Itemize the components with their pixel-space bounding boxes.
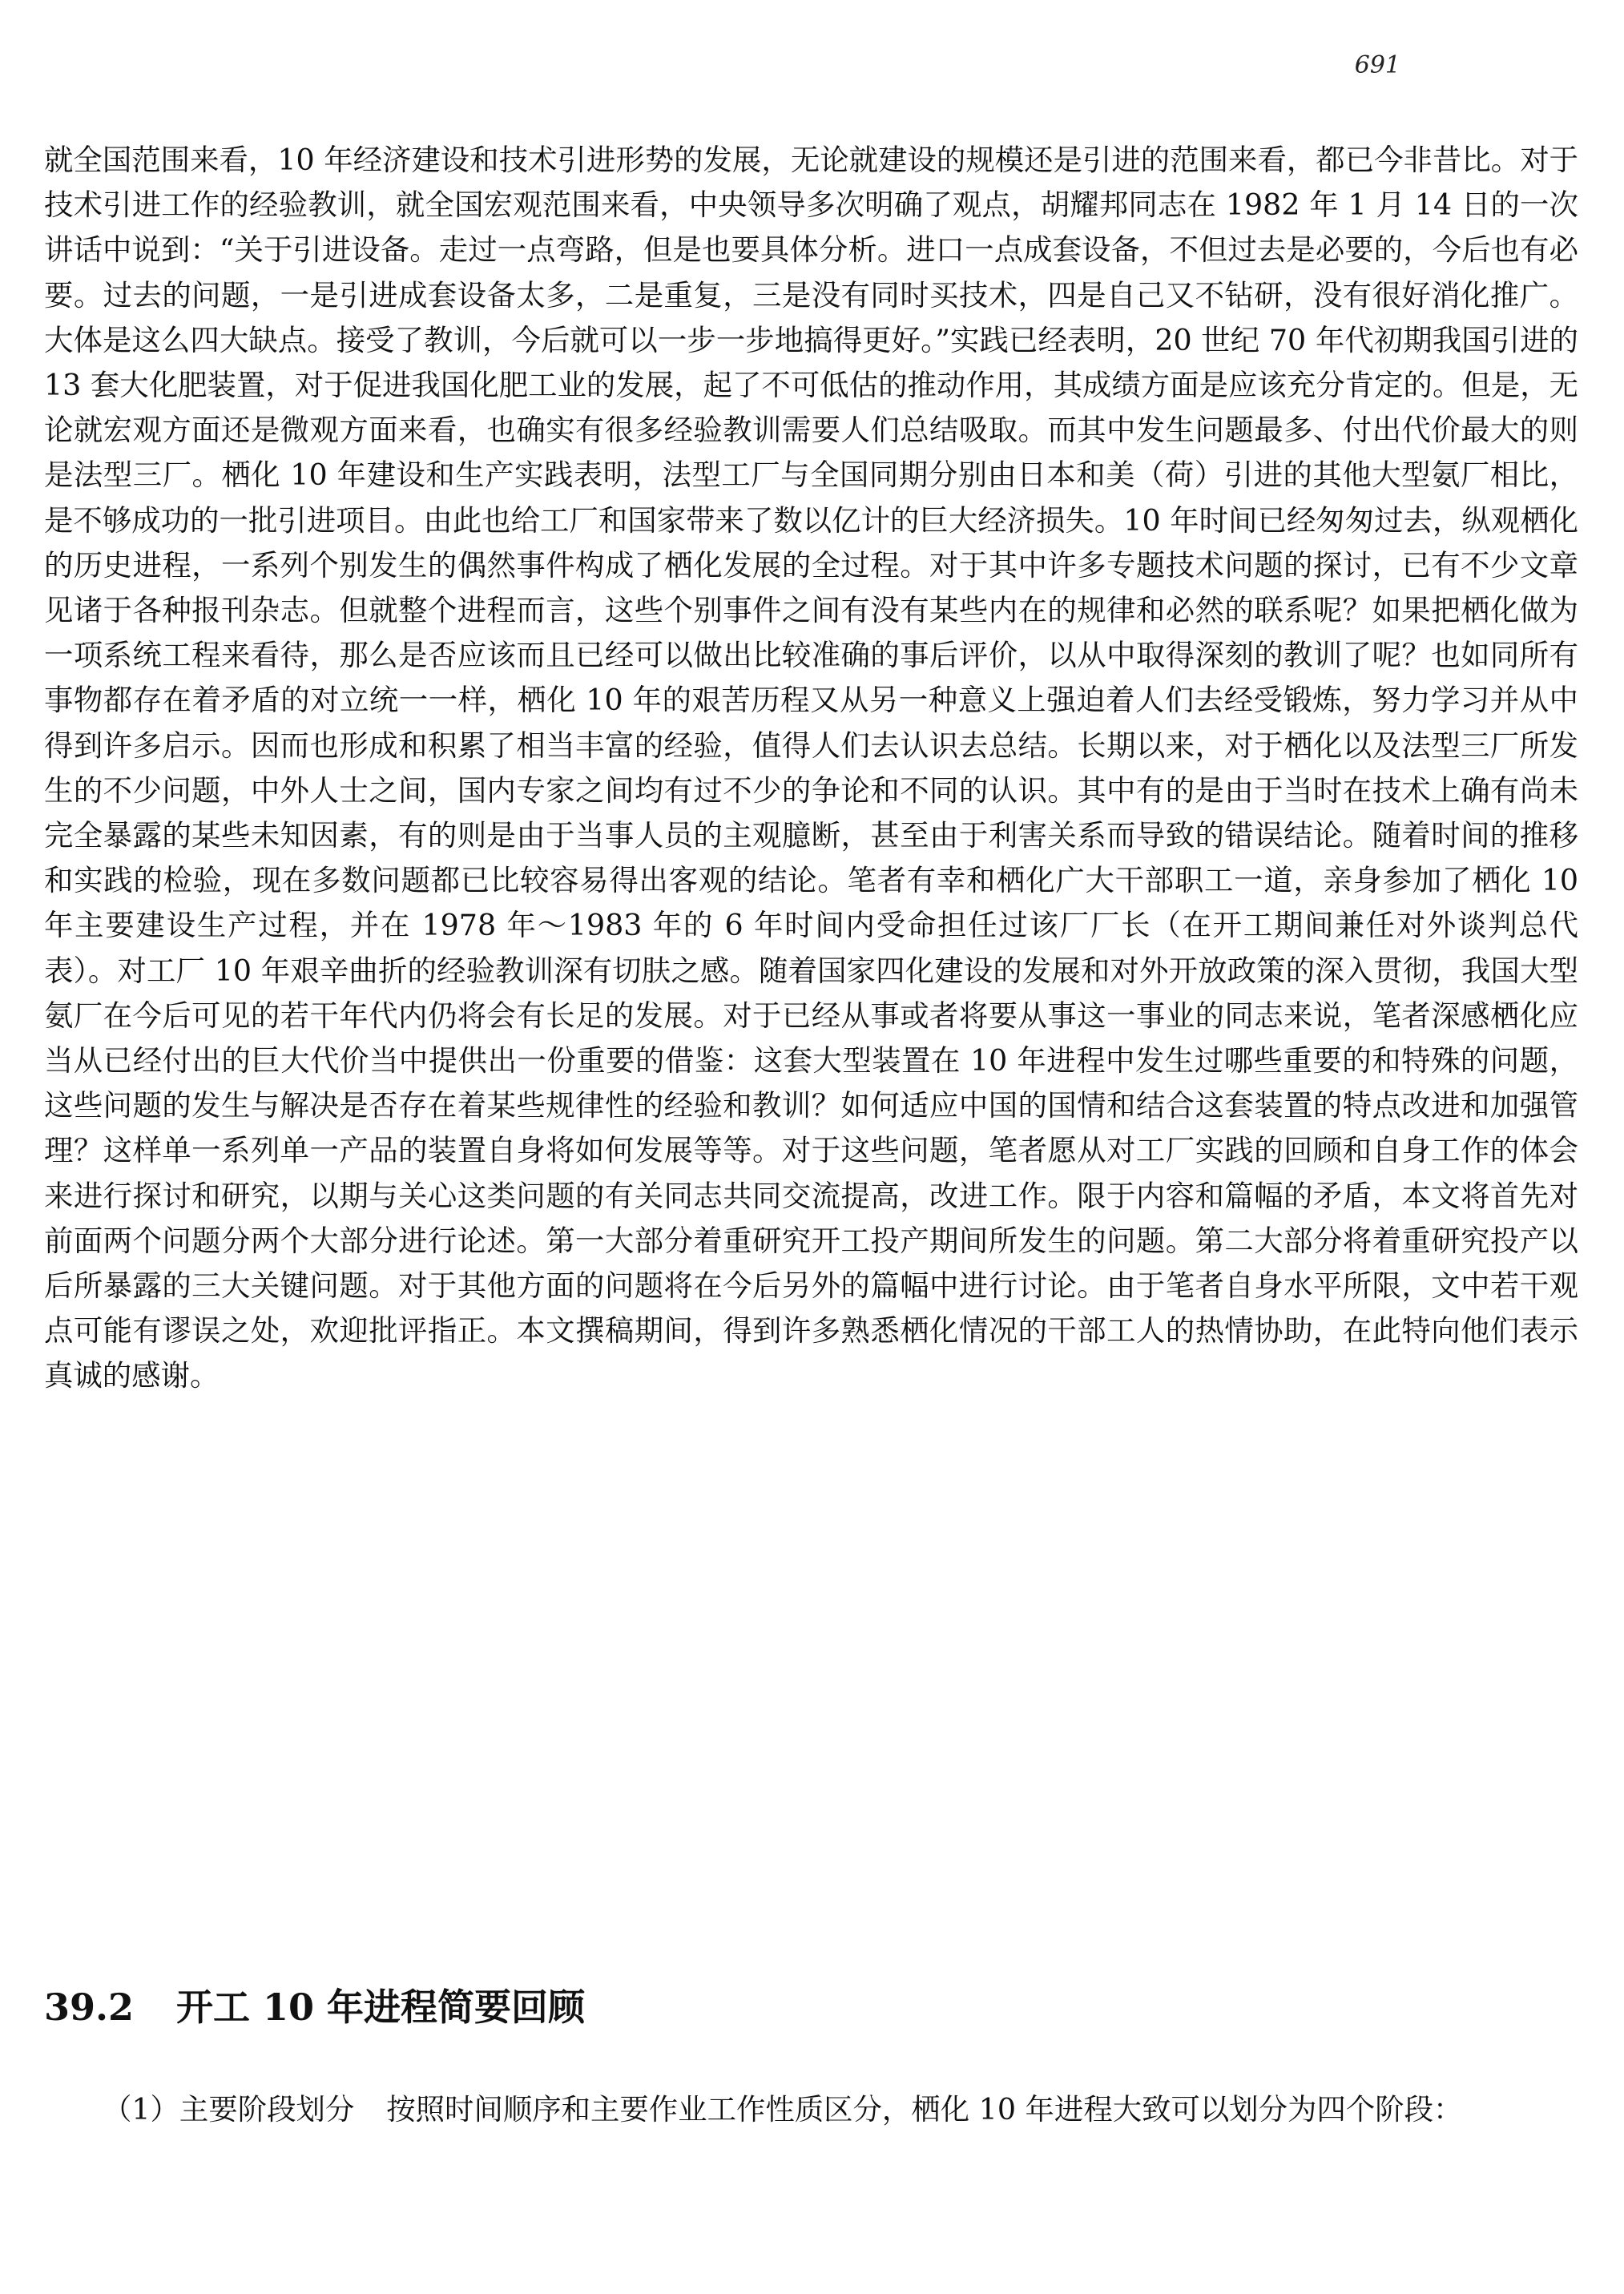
intro-paragraph: 就全国范围来看，10 年经济建设和技术引进形势的发展，无论就建设的规模还是引进的范围来看，都已今非昔比。对于技术引进工作的经验教训，就全国宏观范围来看，中央领导多次明确了观点，胡耀邦同志在 1982 年 1 月 14 日的一次讲话中说到：“关于引进设备。走过一点弯路，但是也要具体分析。进口一点成套设备，不但过去是必要的，今后也有必要。过去的问题，一是引进成套设备太多，二是重复，三是没有同时买技术，四是自己又不钻研，没有很好消化推广。大体是这么四大缺点。接受了教训，今后就可以一步一步地搞得更好。”实践已经表明，20 世纪 70 年代初期我国引进的 13 套大化肥装置，对于促进我国化肥工业的发展，起了不可低估的推动作用，其成绩方面是应该充分肯定的。但是，无论就宏观方面还是微观方面来看，也确实有很多经验教训需要人们总结吸取。而其中发生问题最多、付出代价最大的则是法型三厂。栖化 10 年建设和生产实践表明，法型工厂与全国同期分别由日本和美（荷）引进的其他大型氨厂相比，是不够成功的一批引进项目。由此也给工厂和国家带来了数以亿计的巨大经济损失。10 年时间已经匆匆过去，纵观栖化的历史进程，一系列个别发生的偶然事件构成了栖化发展的全过程。对于其中许多专题技术问题的探讨，已有不少文章见诸于各种报刊杂志。但就整个进程而言，这些个别事件之间有没有某些内在的规律和必然的联系呢？如果把栖化做为一项系统工程来看待，那么是否应该而且已经可以做出比较准确的事后评价，以从中取得深刻的教训了呢？也如同所有事物都存在着矛盾的对立统一一样，栖化 10 年的艰苦历程又从另一种意义上强迫着人们去经受锻炼，努力学习并从中得到许多启示。因而也形成和积累了相当丰富的经验，值得人们去认识去总结。长期以来，对于栖化以及法型三厂所发生的不少问题，中外人士之间，国内专家之间均有过不少的争论和不同的认识。其中有的是由于当时在技术上确有尚未完全暴露的某些未知因素，有的则是由于当事人员的主观臆断，甚至由于利害关系而导致的错误结论。随着时间的推移和实践的检验，现在多数问题都已比较容易得出客观的结论。笔者有幸和栖化广大干部职工一道，亲身参加了栖化 10 年主要建设生产过程，并在 1978 年～1983 年的 6 年时间内受命担任过该厂厂长（在开工期间兼任对外谈判总代表）。对工厂 10 年艰辛曲折的经验教训深有切肤之感。随着国家四化建设的发展和对外开放政策的深入贯彻，我国大型氨厂在今后可见的若干年代内仍将会有长足的发展。对于已经从事或者将要从事这一事业的同志来说，笔者深感栖化应当从已经付出的巨大代价当中提供出一份重要的借鉴：这套大型装置在 10 年进程中发生过哪些重要的和特殊的问题，这些问题的发生与解决是否存在着某些规律性的经验和教训？如何适应中国的国情和结合这套装置的特点改进和加强管理？这样单一系列单一产品的装置自身将如何发展等等。对于这些问题，笔者愿从对工厂实践的回顾和自身工作的体会来进行探讨和研究，以期与关心这类问题的有关同志共同交流提高，改进工作。限于内容和篇幅的矛盾，本文将首先对前面两个问题分两个大部分进行论述。第一大部分着重研究开工投产期间所发生的问题。第二大部分将着重研究投产以后所暴露的三大关键问题。对于其他方面的问题将在今后另外的篇幅中进行讨论。由于笔者自身水平所限，文中若干观点可能有谬误之处，欢迎批评指正。本文撰稿期间，得到许多熟悉栖化情况的干部工人的热情协助，在此特向他们表示真诚的感谢。 [44,143,1578,1393]
item-text: 按照时间顺序和主要作业工作性质区分，栖化 10 年进程大致可以划分为四个阶段： [386,2092,1463,2127]
section-title: 开工 10 年进程简要回顾 [176,1986,586,2029]
item-paragraph [44,2087,1578,2132]
item-lead: （1）主要阶段划分 [103,2092,355,2127]
section-number: 39.2 [44,1986,135,2029]
page-number: 691 [1354,51,1400,79]
section-heading [44,1979,1578,2035]
